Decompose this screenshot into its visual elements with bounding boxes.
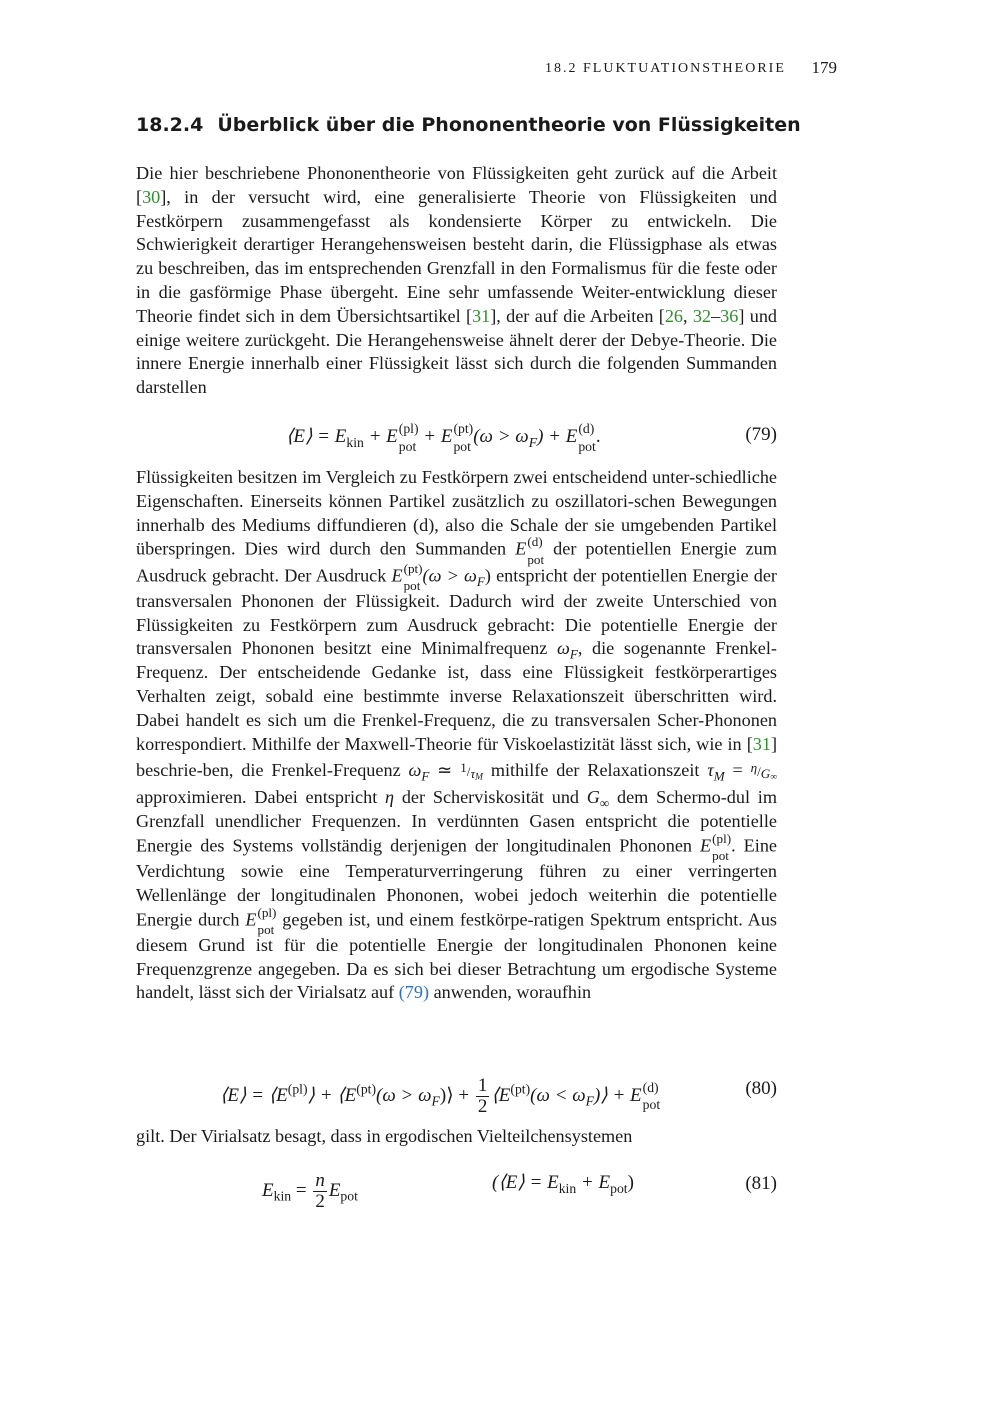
math-term: E: [700, 835, 712, 856]
math-subscript: M: [713, 769, 725, 785]
math-term: E: [245, 908, 257, 929]
math-term: (ω > ω: [422, 564, 477, 585]
math-subscript: F: [476, 573, 485, 589]
math-sup: (d): [527, 534, 543, 550]
equation-body: [286, 421, 601, 454]
math-term: (ω < ω: [530, 1084, 586, 1106]
math-sub: pot: [403, 577, 421, 593]
math-supsub: [403, 560, 423, 593]
equation-number: (80): [745, 1078, 777, 1099]
text-run: der Scherviskosität und: [394, 787, 587, 808]
math-subscript: F: [569, 647, 578, 663]
math-term: τ: [707, 760, 714, 781]
text-run: ], in der versucht wird, eine generalisierte Theorie von Flüssigkeiten und Festkörpern zusammengefasst als kondensierte Körper zu entwickeln. Die Schwierigkeit derartiger Herangehensweisen besteht darin, die Flüssigphase als etwas zu beschreiben, das im entsprechenden Grenzfall in den Formalismus für die feste oder in die gasförmige Phase übergeht. Eine sehr umfassende Weiter-entwicklung dieser Theorie findet sich in dem Übersichtsartikel [: [136, 186, 777, 326]
text-run: , die sogenannte Frenkel-Frequenz. Der entscheidende Gedanke ist, dass eine Flüssigkeit festkörperartiges Verhalten zeigt, sobald eine bestimmte inverse Relaxationszeit überschritten wird. Dabei handelt es sich um die Frenkel-Frequenz, die zu transversalen Scher-Phononen korrespondiert. Mithilfe der Maxwell-Theorie für Viskoelastizität lässt sich, wie in [: [136, 638, 777, 754]
math-subscript: F: [431, 1093, 440, 1109]
math-den: G: [760, 766, 771, 782]
paragraph-intro: [136, 162, 777, 400]
math-term: (ω > ω: [376, 1084, 432, 1106]
math-term: + E: [418, 426, 453, 448]
math-den: τ: [470, 766, 476, 782]
math-term: )⟩ +: [439, 1084, 474, 1106]
citation-link[interactable]: 26: [664, 305, 683, 326]
text-run: mithilfe der Relaxationszeit: [482, 760, 708, 781]
text-run: ] beschrie-ben, die Frenkel-Frequenz: [136, 733, 777, 781]
citation-link[interactable]: 31: [752, 733, 771, 754]
math-subscript: pot: [610, 1180, 628, 1196]
text-run: approximieren. Dabei entspricht: [136, 787, 386, 808]
math-sub: pot: [578, 438, 596, 454]
math-term: (⟨E⟩ = E: [492, 1172, 559, 1193]
math-term: ≃: [429, 760, 461, 781]
text-run: dem Schermo-dul im Grenzfall unendlicher Frequenzen. In verdünnten Gasen entspricht die potentielle Energie des Systems vollständig derjenigen der longitudinalen Phononen: [136, 787, 777, 856]
math-term: η: [385, 787, 395, 808]
math-term: E: [515, 538, 527, 559]
math-term: ω: [408, 760, 422, 781]
math-sub: pot: [642, 1097, 661, 1113]
math-subscript: F: [528, 434, 538, 450]
math-term: ): [627, 1172, 634, 1193]
text-run: ] und einige weitere zurückgeht. Die Herangehensweise ähnelt derer der Debye-Theorie. Die innere Energie innerhalb einer Flüssigkeit lässt sich durch die folgenden Summanden darstellen: [136, 305, 778, 398]
citation-link[interactable]: 36: [720, 305, 739, 326]
math-supsub: [712, 830, 732, 863]
math-term: )⟩ + E: [593, 1084, 642, 1106]
math-term: ) + E: [537, 426, 578, 448]
paragraph-closing: [136, 1125, 777, 1149]
math-term: E: [391, 564, 403, 585]
text-run: . Eine Verdichtung sowie eine Temperaturverringerung führen zu einer verringerten Wellenlänge der longitudinalen Phononen, wobei jedoch weiterhin die potentielle Energie durch: [136, 835, 777, 929]
math-num: 1: [460, 760, 467, 776]
equation-reference-link[interactable]: (79): [398, 982, 430, 1003]
text-run: ], der auf die Arbeiten [: [490, 305, 665, 326]
running-title: 18.2 FLUKTUATIONSTHEORIE: [545, 61, 786, 76]
math-subscript: F: [585, 1093, 594, 1109]
text-run: gilt. Der Virialsatz besagt, dass in ergodischen Vielteilchensystemen: [136, 1126, 633, 1146]
math-term: E: [262, 1179, 274, 1201]
math-sub: pot: [712, 847, 729, 863]
equation-80: [136, 1070, 777, 1120]
equation-body: [220, 1076, 660, 1117]
running-header: [545, 58, 837, 80]
section-number: 18.2.4: [136, 114, 204, 136]
text-run: gegeben ist, und einem festkörpe-ratigen Spektrum entspricht. Aus diesem Grund ist für die potentielle Energie der longitudinalen Phononen keine Frequenzgrenze angegeben. Da es sich bei dieser Betrachtung um ergodische Systeme handelt, lässt sich der Virialsatz auf: [136, 908, 777, 1003]
paragraph-main: [136, 466, 777, 1005]
math-subscript: kin: [558, 1180, 577, 1196]
math-term: ): [484, 564, 491, 585]
math-supsub: [398, 421, 419, 454]
math-subscript: M: [475, 773, 483, 784]
math-sup: (pl): [257, 904, 277, 920]
math-superscript: (pl): [287, 1081, 308, 1097]
math-superscript: (pt): [356, 1081, 377, 1097]
math-sup: (d): [578, 421, 595, 436]
text-run: entspricht der potentiellen Energie der transversalen Phononen der Flüssigkeit. Dadurch wird der zweite Unterschied von Flüssigkeiten zu Festkörpern zum Ausdruck gebracht: Die potentielle Energie der transversalen Phononen besitzt eine Minimalfrequenz: [136, 564, 777, 659]
equation-condition: [492, 1171, 634, 1194]
citation-link[interactable]: 31: [472, 305, 491, 326]
equation-left: [262, 1171, 358, 1212]
math-subscript: kin: [273, 1188, 292, 1204]
math-subscript: kin: [346, 434, 364, 450]
math-term: (ω > ω: [473, 426, 529, 448]
citation-link[interactable]: 30: [142, 186, 161, 207]
page-number: 179: [811, 58, 837, 77]
math-subscript: pot: [340, 1188, 358, 1204]
math-term: G: [586, 787, 600, 808]
math-term: + E: [576, 1172, 611, 1193]
math-sup: (pt): [453, 421, 474, 436]
text-run: der potentiellen Energie zum Ausdruck gebracht. Der Ausdruck: [136, 538, 777, 585]
math-supsub: [578, 421, 596, 454]
math-supsub: [642, 1079, 661, 1113]
math-subscript: F: [421, 769, 430, 785]
math-num: n: [315, 1170, 325, 1191]
slash-fraction: $\eta/G_\infty$: [750, 760, 777, 784]
math-subscript: ∞: [770, 773, 777, 784]
fraction: [313, 1171, 327, 1212]
math-sub: pot: [398, 438, 417, 454]
math-sup: (pl): [398, 421, 419, 436]
section-title: Überblick über die Phononentheorie von Flüssigkeiten: [217, 114, 801, 136]
slash-fraction: $1/\tau_M$: [460, 760, 483, 784]
math-num: η: [750, 760, 758, 776]
math-term: E: [328, 1179, 341, 1201]
equation-81: [136, 1165, 777, 1215]
math-term: =: [724, 760, 751, 781]
math-subscript: ∞: [599, 795, 610, 811]
text-run: Flüssigkeiten besitzen im Vergleich zu Festkörpern zwei entscheidend unter-schiedliche Eigenschaften. Einerseits können Partikel zusätzlich zu oszillatori-schen Bewegungen innerhalb des Mediums diffundieren (d), also die Schale der sie umgebenden Partikel überspringen. Dies wird durch den Summanden: [136, 467, 777, 559]
equation-79: [136, 418, 777, 458]
citation-link[interactable]: 32: [692, 305, 712, 326]
math-superscript: (pt): [510, 1081, 531, 1097]
math-sub: pot: [453, 438, 471, 454]
math-term: ω: [556, 638, 570, 659]
math-supsub: [257, 904, 277, 937]
text-run: –: [711, 305, 721, 326]
math-supsub: [527, 534, 545, 567]
math-term: ⟩ + ⟨E: [307, 1084, 357, 1106]
text-run: ,: [683, 305, 693, 326]
math-term: ⟨E⟩ = E: [286, 426, 347, 448]
math-supsub: [453, 421, 474, 454]
math-num: 1: [477, 1075, 488, 1096]
math-sup: (pl): [712, 830, 732, 846]
equation-number: (81): [745, 1173, 777, 1194]
section-heading: [136, 114, 856, 136]
math-term: =: [291, 1179, 312, 1201]
math-term: .: [595, 426, 601, 448]
math-term: + E: [363, 426, 398, 448]
math-term: ⟨E: [491, 1084, 511, 1106]
equation-number: (79): [745, 424, 777, 445]
math-sub: pot: [527, 551, 545, 567]
math-den: 2: [477, 1095, 488, 1117]
fraction: [476, 1076, 490, 1117]
math-sub: pot: [257, 921, 275, 937]
math-sup: (pt): [403, 560, 423, 576]
text-run: Die hier beschriebene Phononentheorie von Flüssigkeiten geht zurück auf die Arbeit [: [136, 163, 777, 207]
text-run: anwenden, woraufhin: [429, 982, 592, 1003]
math-den: 2: [315, 1190, 325, 1212]
math-sup: (d): [642, 1079, 659, 1095]
math-term: ⟨E⟩ = ⟨E: [220, 1084, 288, 1106]
